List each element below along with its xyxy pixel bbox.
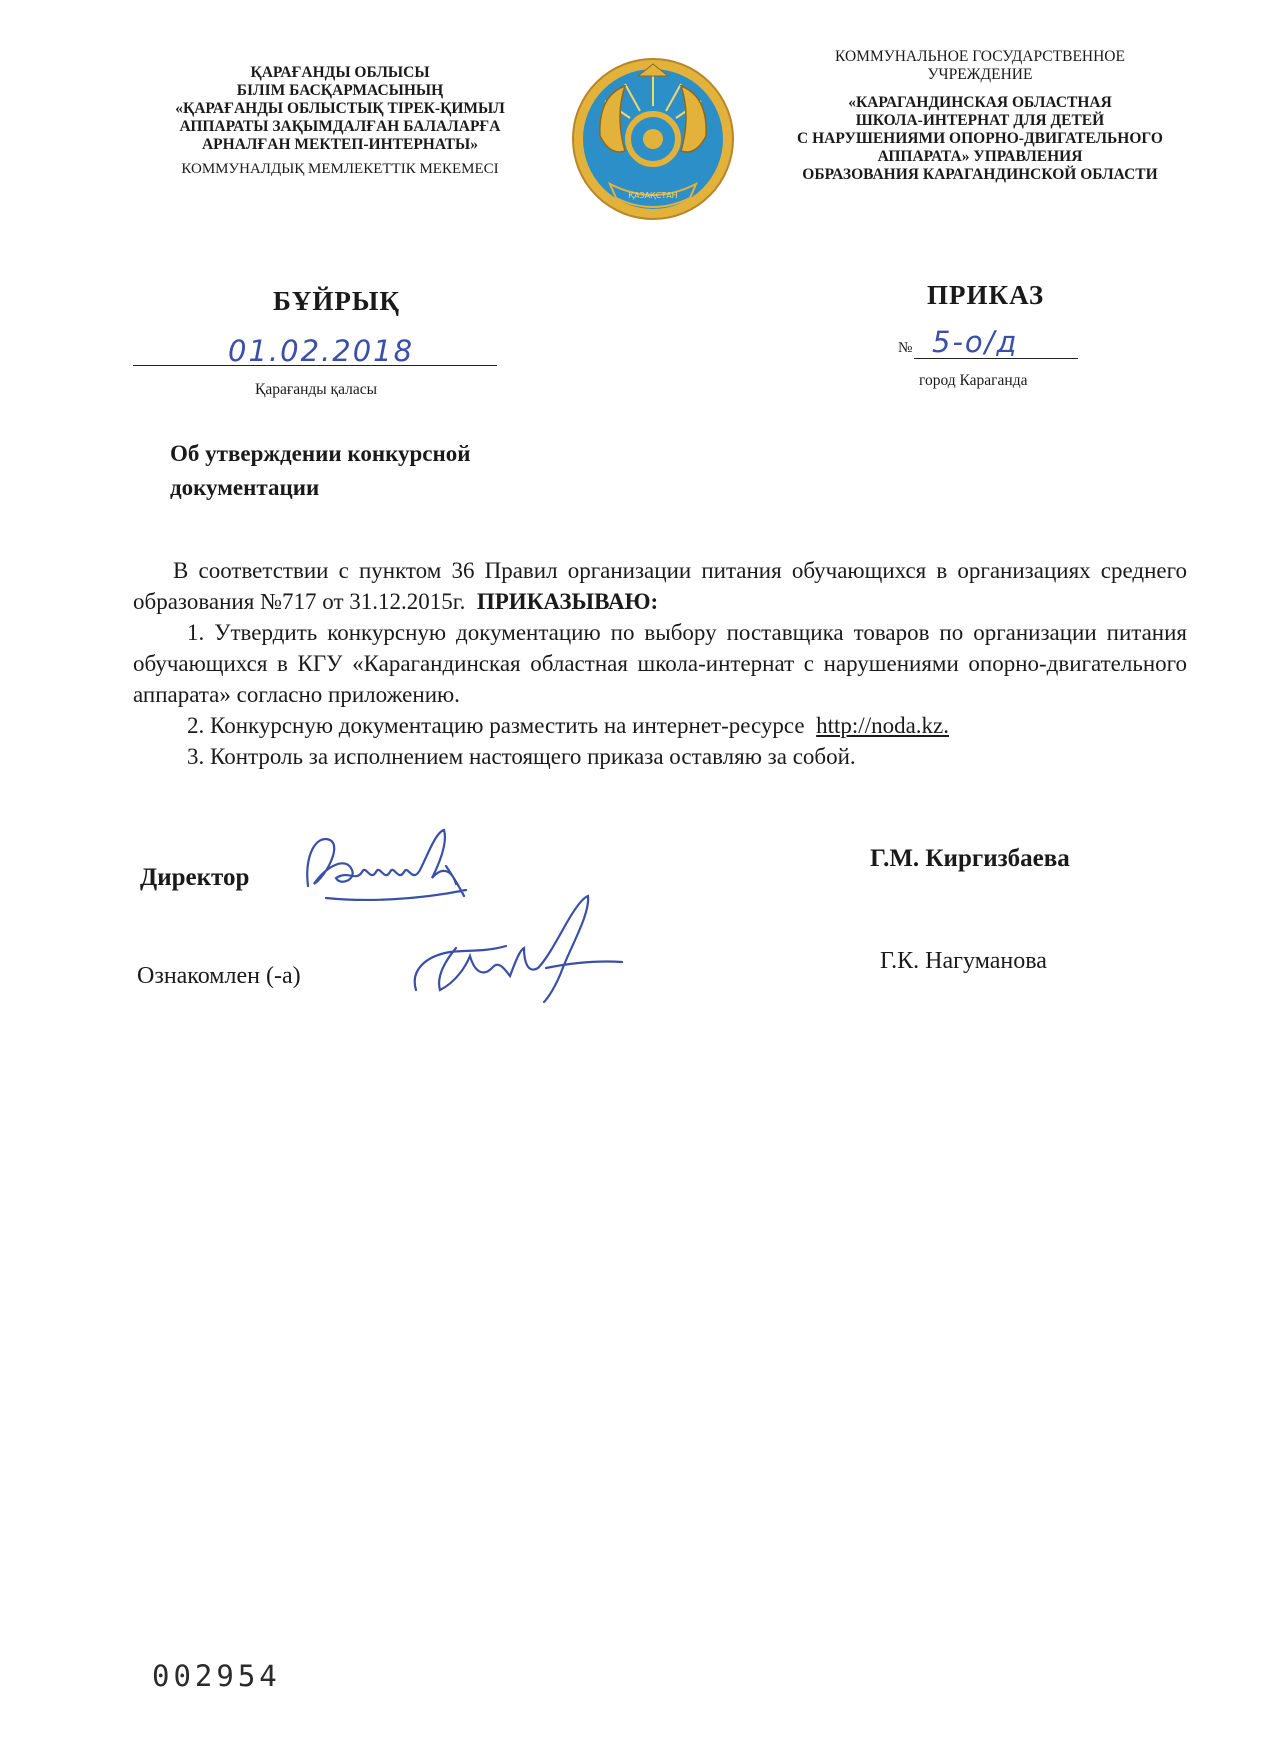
- header-ru-line: ШКОЛА-ИНТЕРНАТ ДЛЯ ДЕТЕЙ: [855, 112, 1105, 129]
- body-intro: [133, 555, 1187, 617]
- state-emblem-icon: [570, 56, 736, 222]
- header-ru-line: ОБРАЗОВАНИЯ КАРАГАНДИНСКОЙ ОБЛАСТИ: [802, 166, 1158, 183]
- body-item-2-text: 2. Конкурсную документацию разместить на интернет-ресурсе: [187, 713, 805, 738]
- header-kz-line: АРНАЛҒАН МЕКТЕП-ИНТЕРНАТЫ»: [201, 136, 478, 153]
- order-body: [133, 555, 1187, 772]
- director-name: Г.М. Киргизбаева: [870, 845, 1070, 872]
- header-kz-institution-type: КОММУНАЛДЫҚ МЕМЛЕКЕТТІК МЕКЕМЕСІ: [181, 161, 499, 177]
- acknowledged-label: Ознакомлен (-а): [137, 963, 301, 989]
- body-item-1: 1. Утвердить конкурсную документацию по выбору поставщика товаров по организации питания обучающихся в КГУ «Карагандинская областная школа-интернат с нарушениями опорно-двигательного аппарата» согласно приложению.: [133, 620, 1187, 707]
- number-underline: [914, 358, 1078, 359]
- body-item-2: [133, 710, 1187, 741]
- subject-line: документации: [170, 475, 320, 500]
- acknowledged-name: Г.К. Нагуманова: [880, 948, 1047, 974]
- website-link[interactable]: http://noda.kz.: [816, 713, 950, 738]
- order-title-kazakh: БҰЙРЫҚ: [273, 286, 400, 316]
- city-kazakh: Қарағанды қаласы: [255, 381, 378, 398]
- serial-number: 002954: [152, 1659, 281, 1693]
- header-kazakh: [150, 64, 530, 178]
- subject-line: Об утверждении конкурсной: [170, 441, 471, 466]
- header-ru-line: «КАРАГАНДИНСКАЯ ОБЛАСТНАЯ: [848, 94, 1112, 111]
- header-ru-line: АППАРАТА» УПРАВЛЕНИЯ: [877, 148, 1083, 165]
- order-date-handwritten: 01.02.2018: [228, 334, 415, 368]
- header-kz-line: АППАРАТЫ ЗАҚЫМДАЛҒАН БАЛАЛАРҒА: [179, 118, 501, 135]
- order-title-russian: ПРИКАЗ: [927, 280, 1045, 310]
- header-ru-line: УЧРЕЖДЕНИЕ: [927, 66, 1033, 83]
- body-intro-command: ПРИКАЗЫВАЮ:: [476, 589, 659, 614]
- acknowledgement-signature-icon: [396, 890, 626, 1005]
- header-kz-line: ҚАРАҒАНДЫ ОБЛЫСЫ: [250, 64, 430, 81]
- order-number-handwritten: 5-о/д: [932, 325, 1019, 359]
- director-label: Директор: [140, 864, 250, 891]
- header-ru-line: С НАРУШЕНИЯМИ ОПОРНО-ДВИГАТЕЛЬНОГО: [797, 130, 1163, 147]
- emblem-caption: ҚАЗАҚСТАН: [628, 191, 678, 200]
- body-intro-text: В соответствии с пунктом 36 Правил организации питания обучающихся в организациях среднего образования №717 от 31.12.2015г.: [133, 558, 1187, 614]
- header-kz-line: БІЛІМ БАСҚАРМАСЫНЫҢ: [236, 82, 444, 99]
- header-russian: [770, 48, 1190, 184]
- date-underline: [133, 365, 497, 366]
- order-number-label: №: [898, 340, 913, 356]
- body-item-3: 3. Контроль за исполнением настоящего приказа оставляю за собой.: [187, 744, 856, 769]
- header-ru-line: КОММУНАЛЬНОЕ ГОСУДАРСТВЕННОЕ: [835, 48, 1125, 65]
- header-kz-line: «ҚАРАҒАНДЫ ОБЛЫСТЫҚ ТІРЕК-ҚИМЫЛ: [175, 100, 505, 117]
- order-subject: [170, 437, 610, 505]
- city-russian: город Караганда: [919, 372, 1028, 389]
